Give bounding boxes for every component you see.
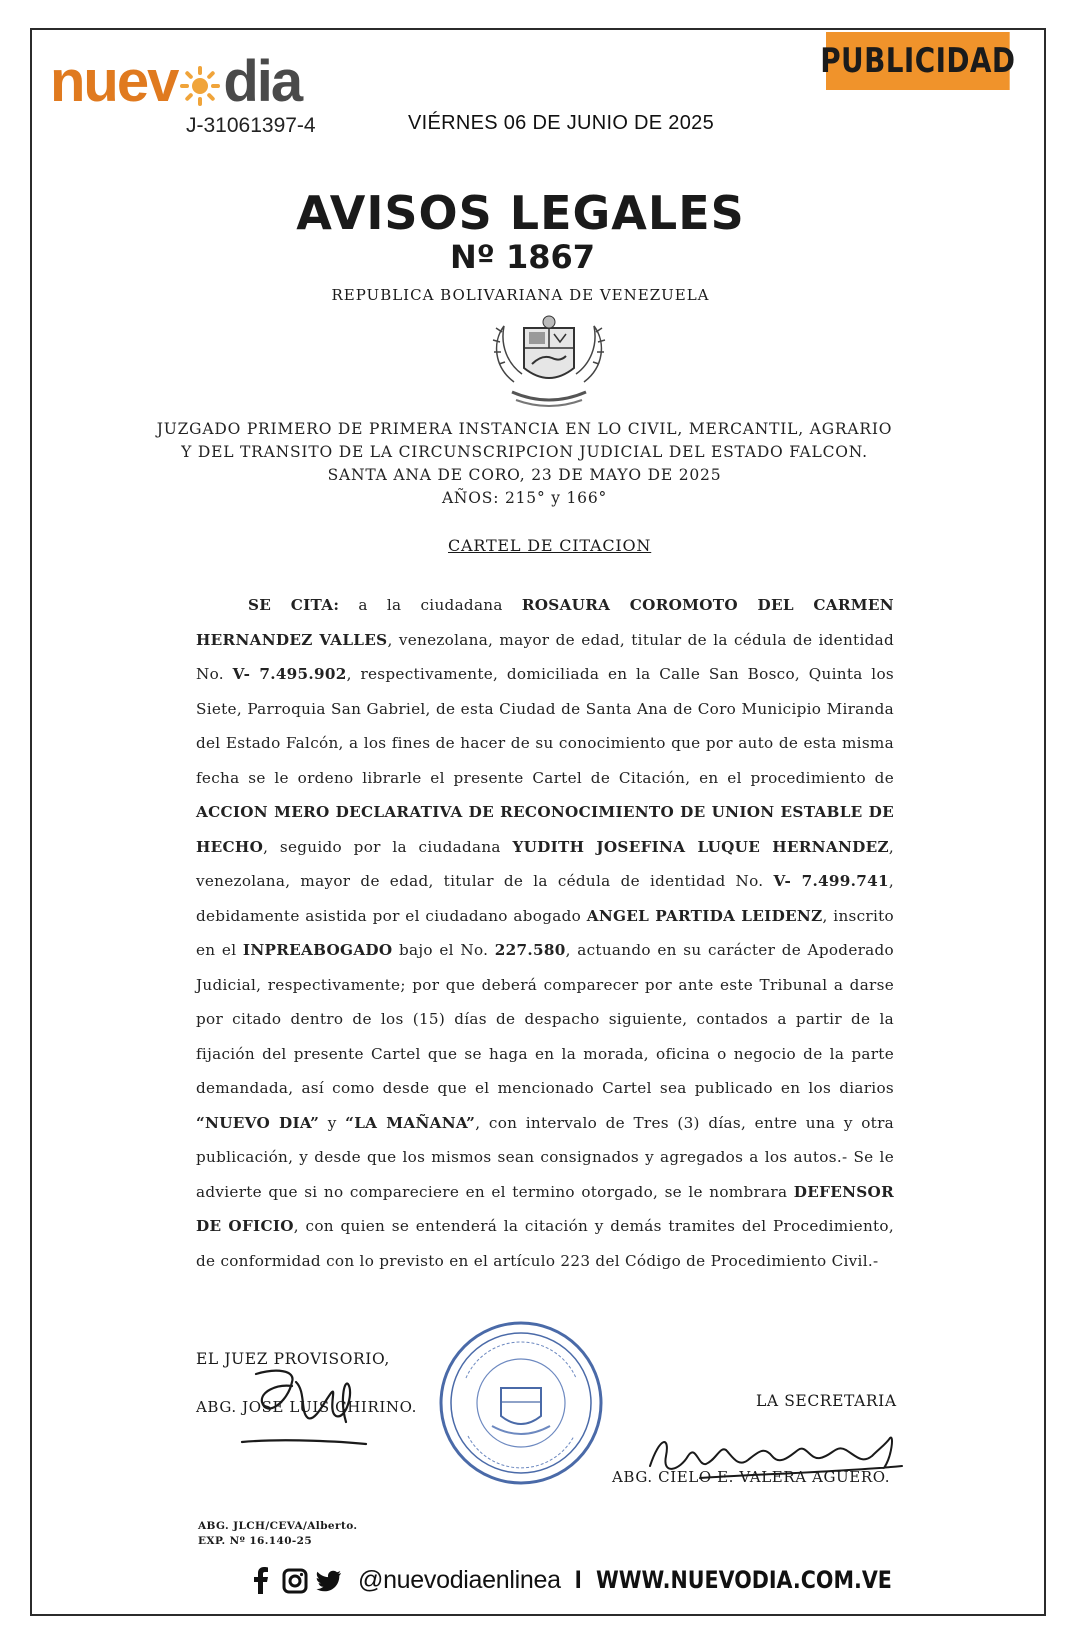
rif-number: J-31061397-4: [186, 114, 316, 137]
newspaper-2: “LA MAÑANA”: [345, 1113, 476, 1132]
website-link[interactable]: WWW.NUEVODIA.COM.VE: [595, 1566, 892, 1594]
footer: [248, 1562, 940, 1598]
footer-separator: I: [574, 1565, 582, 1594]
court-heading: [0, 418, 1081, 510]
instagram-icon[interactable]: [282, 1566, 308, 1594]
court-seal-icon: [436, 1318, 606, 1488]
body-text: y: [319, 1113, 346, 1132]
body-lead: SE CITA:: [248, 596, 340, 614]
newspaper-1: “NUEVO DIA”: [196, 1113, 320, 1132]
court-years-line: AÑOS: 215° y 166°: [441, 489, 608, 507]
cited-person: ROSAURA COROMOTO DEL CARMEN HERNANDEZ VALLES: [196, 596, 894, 649]
procedure-name: ACCION MERO DECLARATIVA DE RECONOCIMIENTO DE UNION ESTABLE DE HECHO: [196, 803, 894, 856]
citation-body: [196, 588, 894, 1278]
publicidad-badge: PUBLICIDAD: [826, 32, 1010, 90]
republic-heading: REPUBLICA BOLIVARIANA DE VENEZUELA: [331, 286, 710, 304]
cited-id: V- 7.495.902: [232, 665, 347, 683]
facebook-icon[interactable]: [248, 1566, 274, 1594]
judge-signature: [236, 1362, 416, 1452]
notice-number: Nº 1867: [450, 238, 596, 276]
expedient-number: EXP. Nº 16.140-25: [198, 1535, 313, 1547]
defensor-label: DEFENSOR DE OFICIO: [196, 1182, 894, 1235]
coat-of-arms-icon: [474, 312, 624, 412]
secretary-name: ABG. CIELO E. VALERA AGUERO.: [612, 1468, 891, 1486]
body-text: a la ciudadana: [339, 596, 522, 614]
page-title: AVISOS LEGALES: [296, 186, 745, 240]
nuevodia-logo: nuev dia: [50, 49, 302, 114]
court-line-2: Y DEL TRANSITO DE LA CIRCUNSCRIPCION JUDICIAL DEL ESTADO FALCON.: [181, 443, 868, 461]
body-text: , inscrito en el: [196, 906, 894, 959]
court-date-line: SANTA ANA DE CORO, 23 DE MAYO DE 2025: [327, 466, 722, 484]
inpreabogado-number: 227.580: [494, 941, 566, 959]
body-text: , venezolana, mayor de edad, titular de la cédula de identidad No.: [196, 630, 894, 683]
plaintiff-name: YUDITH JOSEFINA LUQUE HERNANDEZ: [512, 837, 889, 856]
body-text: , seguido por la ciudadana: [263, 837, 513, 856]
twitter-icon[interactable]: [316, 1566, 342, 1594]
judge-title: EL JUEZ PROVISORIO,: [196, 1350, 390, 1368]
body-text: , respectivamente, domiciliada en la Calle San Bosco, Quinta los Siete, Parroquia San Gabriel, de esta Ciudad de Santa Ana de Coro Municipio Miranda del Estado Falcón, a los fines de hacer de su conocimiento que por auto de esta misma fecha se le ordeno librarle el presente Cartel de Citación, en el procedimiento de: [196, 665, 894, 787]
inpreabogado-label: INPREABOGADO: [242, 941, 393, 959]
body-text: , debidamente asistida por el ciudadano abogado: [196, 872, 894, 925]
judge-name: ABG. JOSE LUIS CHIRINO.: [196, 1398, 417, 1416]
publication-date: VIÉRNES 06 DE JUNIO DE 2025: [408, 112, 714, 134]
court-line-1: JUZGADO PRIMERO DE PRIMERA INSTANCIA EN LO CIVIL, MERCANTIL, AGRARIO: [156, 420, 893, 438]
social-handle[interactable]: @nuevodiaenlinea: [358, 1565, 561, 1594]
lawyer-name: ANGEL PARTIDA LEIDENZ: [586, 906, 823, 925]
sun-icon: [178, 64, 222, 108]
cartel-title: CARTEL DE CITACION: [448, 536, 652, 555]
reference-initials: ABG. JLCH/CEVA/Alberto.: [198, 1520, 358, 1532]
body-text: , con quien se entenderá la citación y demás tramites del Procedimiento, de conformidad con lo previsto en el artículo 223 del Código de Procedimiento Civil.-: [196, 1217, 894, 1270]
body-text: , venezolana, mayor de edad, titular de la cédula de identidad No.: [196, 837, 894, 890]
body-text: bajo el No.: [392, 941, 495, 959]
body-text: , con intervalo de Tres (3) días, entre una y otra publicación, y desde que los mismos sean consignados y agregados a los autos.- Se le advierte que si no compareciere en el termino otorgado, se le nombrara: [196, 1113, 895, 1201]
secretary-title: LA SECRETARIA: [756, 1392, 897, 1410]
plaintiff-id: V- 7.499.741: [773, 872, 889, 890]
body-text: , actuando en su carácter de Apoderado Judicial, respectivamente; por que deberá comparecer por ante este Tribunal a darse por citado dentro de los (15) días de despacho siguiente, contados a partir de la fijación del presente Cartel que se haga en la morada, oficina o negocio de la parte demandada, así como desde que el mencionado Cartel sea publicado en los diarios: [196, 941, 894, 1097]
